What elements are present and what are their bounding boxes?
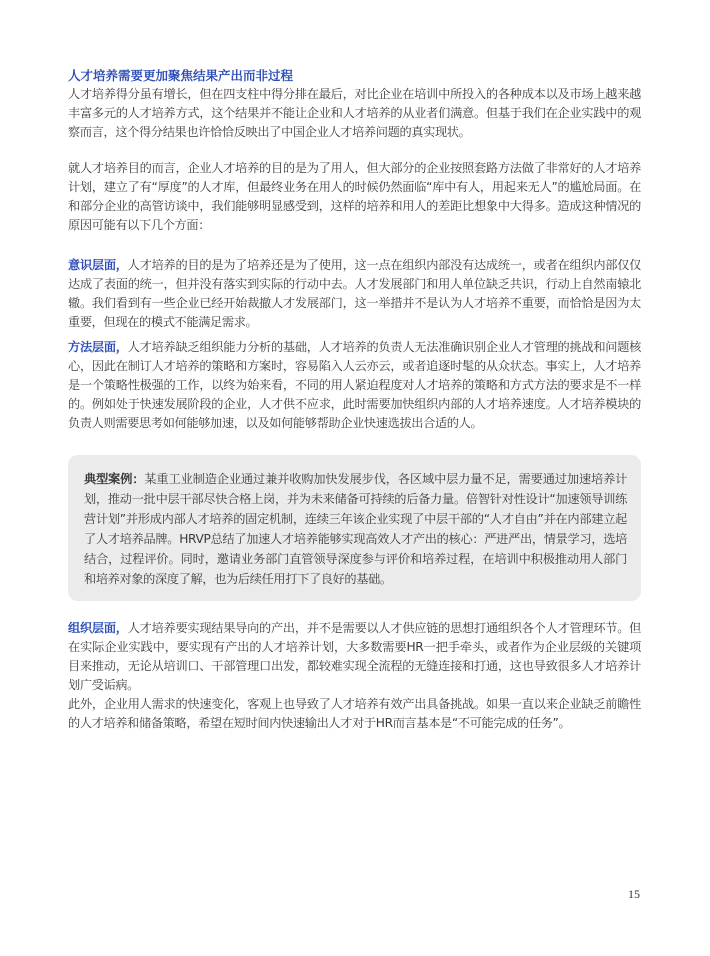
awareness-text: 人才培养的目的是为了培养还是为了使用，这一点在组织内部没有达成统一，或者在组织内部仅仅达成了表面的统一，但并没有落实到实际的行动中去。人才发展部门和用人单位缺乏共识，行动上自然南辕北辙。我们看到有一些企业已经开始裁撤人才发展部门，这一举措并不是认为人才培养不重要，而恰恰是因为太重要，但现在的模式不能满足需求。	[68, 258, 642, 329]
organization-lead: 组织层面，	[68, 621, 128, 635]
method-lead: 方法层面，	[68, 340, 128, 354]
method-paragraph	[68, 338, 641, 433]
awareness-paragraph	[68, 256, 641, 332]
method-text: 人才培养缺乏组织能力分析的基础，人才培养的负责人无法准确识别企业人才管理的挑战和问题核心，因此在制订人才培养的策略和方案时，容易陷入人云亦云，或者追逐时髦的从众状态。事实上，人才培养是一个策略性极强的工作，以终为始来看，不同的用人紧迫程度对人才培养的策略和方式方法的要求是不一样的。例如处于快速发展阶段的企业，人才供不应求，此时需要加快组织内部的人才培养速度。人才培养模块的负责人则需要思考如何能够加速，以及如何能够帮助企业快速选拔出合适的人。	[68, 340, 642, 430]
closing-paragraph: 此外，企业用人需求的快速变化，客观上也导致了人才培养有效产出具备挑战。如果一直以来企业缺乏前瞻性的人才培养和储备策略，希望在短时间内快速输出人才对于HR而言基本是“不可能完成的任务”。	[68, 697, 641, 730]
section-heading: 人才培养需要更加聚焦结果产出而非过程	[68, 68, 294, 83]
case-text: 某重工业制造企业通过兼并收购加快发展步伐，各区域中层力量不足，需要通过加速培养计划，推动一批中层干部尽快合格上岗，并为未来储备可持续的后备力量。倍智针对性设计“加速领导训练营计划”并形成内部人才培养的固定机制，连续三年该企业实现了中层干部的“人才自由”并在内部建立起了人才培养品牌。HRVP总结了加速人才培养能够实现高效人才产出的核心：严进严出，情景学习，选培结合，过程评价。同时，邀请业务部门直管领导深度参与评价和培养过程，在培训中积极推动用人部门和培养对象的深度了解，也为后续任用打下了良好的基础。	[84, 472, 627, 586]
case-paragraph	[84, 469, 627, 589]
purpose-paragraph: 就人才培养目的而言，企业人才培养的目的是为了用人，但大部分的企业按照套路方法做了非常好的人才培养计划，建立了有“厚度”的人才库，但最终业务在用人的时候仍然面临“库中有人，用起来无人”的尴尬局面。在和部分企业的高管访谈中，我们能够明显感受到，这样的培养和用人的差距比想象中大得多。造成这种情况的原因可能有以下几个方面：	[68, 161, 641, 232]
page-content	[68, 66, 641, 733]
awareness-lead: 意识层面，	[68, 258, 128, 272]
case-study-box	[68, 455, 641, 601]
organization-paragraph	[68, 619, 641, 695]
case-lead: 典型案例：	[84, 472, 145, 486]
intro-paragraph: 人才培养得分虽有增长，但在四支柱中得分排在最后，对比企业在培训中所投入的各种成本以及市场上越来越丰富多元的人才培养方式，这个结果并不能让企业和人才培养的从业者们满意。但基于我们在企业实践中的观察而言，这个得分结果也许恰恰反映出了中国企业人才培养问题的真实现状。	[68, 87, 641, 139]
page-number: 15	[628, 887, 640, 901]
organization-text: 人才培养要实现结果导向的产出，并不是需要以人才供应链的思想打通组织各个人才管理环节。但在实际企业实践中，要实现有产出的人才培养计划，大多数需要HR一把手牵头，或者作为企业层级的关键项目来推动，无论从培训口、干部管理口出发，都较难实现全流程的无缝连接和打通，这也导致很多人才培养计划广受诟病。	[68, 621, 642, 692]
